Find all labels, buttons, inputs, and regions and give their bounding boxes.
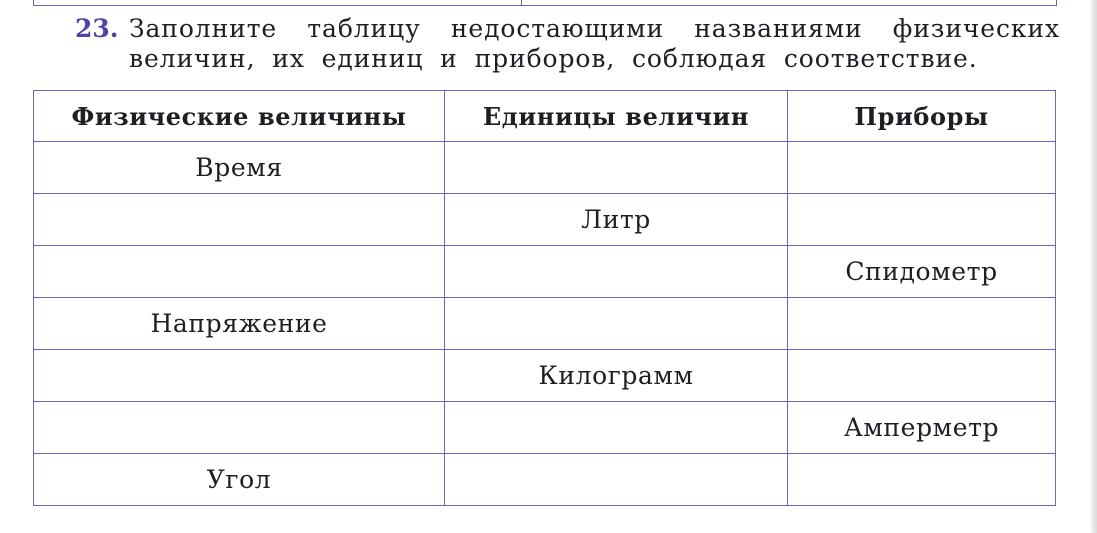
instrument-cell[interactable] xyxy=(788,350,1056,402)
instrument-cell[interactable] xyxy=(788,454,1056,506)
header-units: Единицы величин xyxy=(445,91,788,142)
task-number: 23. xyxy=(75,14,119,43)
quantity-cell[interactable] xyxy=(34,350,445,402)
task-text-line-2: величин, их единиц и приборов, соблюдая соответствие. xyxy=(129,44,978,73)
task-text-line-1: Заполните таблицу недостающими названиями физических xyxy=(129,14,1060,43)
table-row xyxy=(34,142,1056,194)
table-row xyxy=(34,246,1056,298)
unit-cell[interactable]: Литр xyxy=(445,194,788,246)
instrument-cell[interactable]: Амперметр xyxy=(788,402,1056,454)
instrument-cell[interactable]: Спидометр xyxy=(788,246,1056,298)
quantity-cell[interactable]: Угол xyxy=(34,454,445,506)
table-row xyxy=(34,350,1056,402)
table-header-row xyxy=(34,91,1056,142)
quantity-cell[interactable] xyxy=(34,402,445,454)
instrument-cell[interactable] xyxy=(788,298,1056,350)
unit-cell[interactable] xyxy=(445,246,788,298)
table-row xyxy=(34,402,1056,454)
task-text xyxy=(129,14,1060,74)
table-row xyxy=(34,194,1056,246)
quantity-cell[interactable] xyxy=(34,246,445,298)
unit-cell[interactable] xyxy=(445,298,788,350)
header-physical-quantities: Физические величины xyxy=(34,91,445,142)
page-edge-shadow xyxy=(1089,0,1097,533)
quantity-cell[interactable]: Напряжение xyxy=(34,298,445,350)
quantity-cell[interactable]: Время xyxy=(34,142,445,194)
instrument-cell[interactable] xyxy=(788,142,1056,194)
table-row xyxy=(34,298,1056,350)
header-instruments: Приборы xyxy=(788,91,1056,142)
unit-cell[interactable] xyxy=(445,402,788,454)
fill-in-table xyxy=(33,90,1056,506)
unit-cell[interactable]: Килограмм xyxy=(445,350,788,402)
task-statement xyxy=(75,14,1060,74)
table-row xyxy=(34,454,1056,506)
instrument-cell[interactable] xyxy=(788,194,1056,246)
previous-table-edge xyxy=(33,0,1057,6)
unit-cell[interactable] xyxy=(445,142,788,194)
previous-table-divider xyxy=(521,0,522,6)
quantity-cell[interactable] xyxy=(34,194,445,246)
unit-cell[interactable] xyxy=(445,454,788,506)
